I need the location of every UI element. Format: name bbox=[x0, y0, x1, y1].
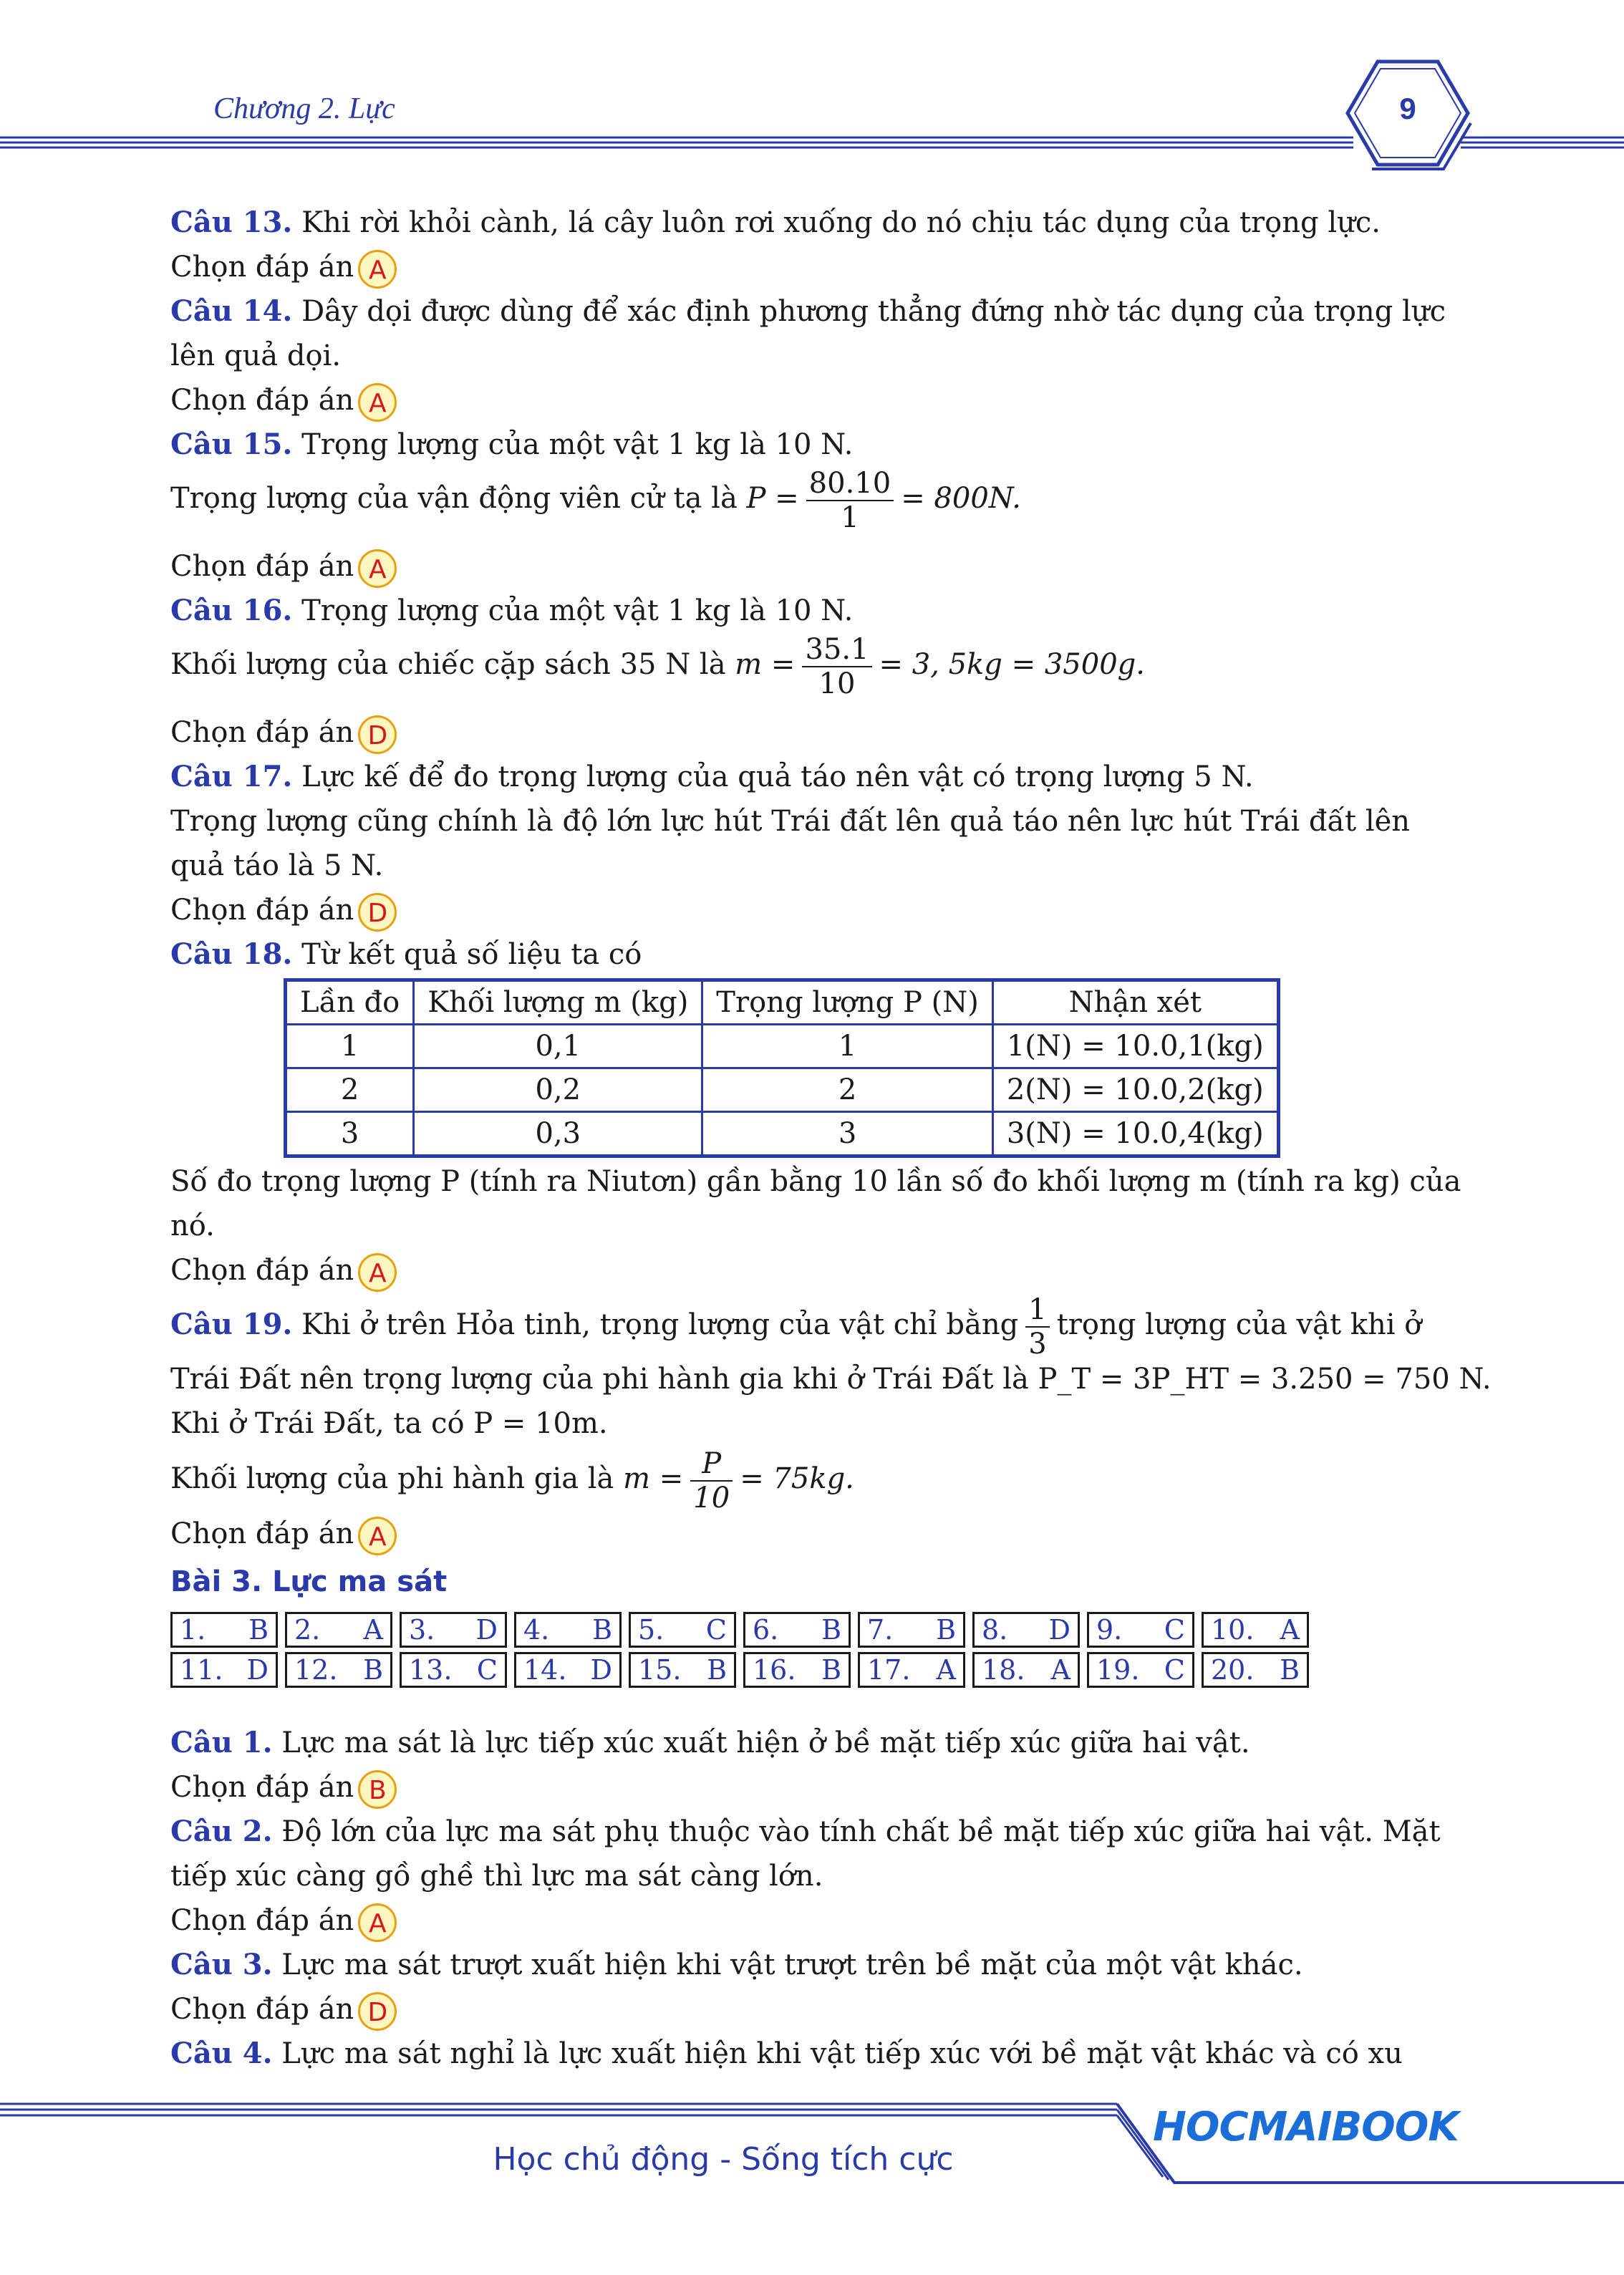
answer-line bbox=[170, 544, 1439, 589]
answer-key-number: 2. bbox=[294, 1614, 321, 1646]
table-cell: 0,2 bbox=[414, 1068, 702, 1112]
c2-line bbox=[170, 1810, 1439, 1854]
answer-key-cell bbox=[1087, 1612, 1194, 1648]
answer-circle: A bbox=[358, 549, 397, 588]
question-text-cont: Số đo trọng lượng P (tính ra Niutơn) gần bằng 10 lần số đo khối lượng m (tính ra kg) của bbox=[170, 1165, 1461, 1198]
question-text-cont: tiếp xúc càng gồ ghề thì lực ma sát càng lớn. bbox=[170, 1860, 823, 1893]
chapter-title: Chương 2. Lực bbox=[213, 92, 395, 125]
answer-key-letter: D bbox=[246, 1654, 269, 1686]
fraction-denominator: 3 bbox=[1028, 1328, 1047, 1361]
answer-key-letter: A bbox=[1280, 1614, 1300, 1646]
question-label: Câu 17. bbox=[170, 760, 293, 793]
table-cell: 1(N) = 10.0,1(kg) bbox=[992, 1025, 1278, 1068]
question-text: trọng lượng của vật khi ở bbox=[1056, 1308, 1422, 1341]
answer-line bbox=[170, 378, 1439, 422]
table-cell: 2(N) = 10.0,2(kg) bbox=[992, 1068, 1278, 1112]
answer-key-cell bbox=[972, 1612, 1080, 1648]
question-text-cont: lên quả dọi. bbox=[170, 339, 342, 372]
table-row bbox=[286, 1025, 1279, 1068]
answer-key-number: 8. bbox=[982, 1614, 1008, 1646]
fraction bbox=[806, 467, 894, 534]
answer-key-letter: D bbox=[590, 1654, 612, 1686]
answer-circle: D bbox=[358, 715, 397, 754]
choose-label: Chọn đáp án bbox=[170, 894, 354, 927]
table-cell: 3 bbox=[702, 1112, 993, 1156]
answer-key-number: 1. bbox=[180, 1614, 206, 1646]
question-label: Câu 15. bbox=[170, 428, 293, 461]
table-cell: 2 bbox=[286, 1068, 414, 1112]
answer-key-number: 10. bbox=[1211, 1614, 1255, 1646]
equation-rhs: = 800N. bbox=[901, 482, 1021, 515]
answer-key-number: 6. bbox=[753, 1614, 779, 1646]
answer-key-cell bbox=[972, 1652, 1080, 1688]
question-text: Trọng lượng của một vật 1 kg là 10 N. bbox=[301, 428, 854, 461]
question-text: Lực kế để đo trọng lượng của quả táo nên vật có trọng lượng 5 N. bbox=[301, 760, 1254, 793]
fraction-numerator: P bbox=[690, 1447, 733, 1482]
choose-label: Chọn đáp án bbox=[170, 1771, 354, 1804]
answer-line bbox=[170, 710, 1439, 755]
answer-key-table bbox=[163, 1608, 1316, 1692]
answer-key-number: 19. bbox=[1096, 1654, 1140, 1686]
fraction-numerator: 35.1 bbox=[802, 633, 871, 667]
answer-key-cell bbox=[285, 1612, 392, 1648]
answer-key-number: 14. bbox=[523, 1654, 567, 1686]
answer-line bbox=[170, 888, 1439, 932]
q15-line bbox=[170, 422, 1439, 467]
answer-key-letter: A bbox=[1050, 1654, 1070, 1686]
answer-key-cell bbox=[743, 1652, 851, 1688]
fraction-numerator: 80.10 bbox=[806, 467, 894, 501]
answer-key-cell bbox=[285, 1652, 392, 1688]
answer-key-letter: B bbox=[821, 1654, 841, 1686]
fraction bbox=[690, 1447, 733, 1515]
answer-circle: D bbox=[358, 1992, 397, 2031]
answer-key-letter: A bbox=[936, 1654, 956, 1686]
equation-rhs: = 75kg. bbox=[740, 1462, 854, 1495]
answer-key-letter: C bbox=[1164, 1614, 1185, 1646]
choose-label: Chọn đáp án bbox=[170, 251, 354, 284]
q13-line bbox=[170, 201, 1439, 245]
question-label: Câu 1. bbox=[170, 1726, 273, 1759]
answer-key-number: 20. bbox=[1211, 1654, 1255, 1686]
answer-line bbox=[170, 1512, 1439, 1556]
answer-line bbox=[170, 1248, 1439, 1293]
question-label: Câu 18. bbox=[170, 937, 293, 971]
brand-logo: HOCMAIBOOK bbox=[1153, 2104, 1459, 2150]
answer-key-row bbox=[170, 1612, 1309, 1648]
table-cell: 3(N) = 10.0,4(kg) bbox=[992, 1112, 1278, 1156]
choose-label: Chọn đáp án bbox=[170, 1517, 354, 1550]
answer-key-cell bbox=[858, 1652, 965, 1688]
question-label: Câu 19. bbox=[170, 1308, 293, 1341]
answer-key-number: 4. bbox=[523, 1614, 550, 1646]
answer-key-cell bbox=[400, 1652, 507, 1688]
answer-key-letter: D bbox=[1048, 1614, 1070, 1646]
answer-line bbox=[170, 245, 1439, 289]
measurement-table bbox=[284, 978, 1280, 1158]
answer-key-cell bbox=[170, 1612, 278, 1648]
page-number: 9 bbox=[1399, 92, 1416, 125]
answer-line bbox=[170, 1987, 1439, 2032]
section-heading: Bài 3. Lực ma sát bbox=[170, 1565, 448, 1598]
table-header-cell: Nhận xét bbox=[992, 980, 1278, 1025]
question-text-cont: Trái Đất nên trọng lượng của phi hành gia khi ở Trái Đất là P_T = 3P_HT = 3.250 = 750 N. bbox=[170, 1363, 1492, 1396]
answer-key-number: 5. bbox=[638, 1614, 664, 1646]
question-label: Câu 13. bbox=[170, 206, 293, 239]
equation-prefix: Khối lượng của chiếc cặp sách 35 N là bbox=[170, 648, 726, 681]
answer-key-number: 3. bbox=[409, 1614, 435, 1646]
answer-key-cell bbox=[400, 1612, 507, 1648]
choose-label: Chọn đáp án bbox=[170, 550, 354, 583]
footer-slogan: Học chủ động - Sống tích cực bbox=[493, 2141, 954, 2178]
answer-key-number: 7. bbox=[867, 1614, 894, 1646]
answer-key-letter: C bbox=[1164, 1654, 1185, 1686]
page-content bbox=[170, 201, 1492, 2076]
answer-key-cell bbox=[1202, 1652, 1309, 1688]
fraction-denominator: 10 bbox=[693, 1482, 730, 1515]
q16-line bbox=[170, 589, 1439, 633]
question-label: Câu 4. bbox=[170, 2037, 273, 2070]
question-text-cont: nó. bbox=[170, 1209, 215, 1242]
question-text: Khi ở trên Hỏa tinh, trọng lượng của vật chỉ bằng bbox=[301, 1308, 1019, 1341]
answer-key-cell bbox=[629, 1652, 736, 1688]
question-text: Khi rời khỏi cành, lá cây luôn rơi xuống do nó chịu tác dụng của trọng lực. bbox=[301, 206, 1381, 239]
answer-key-cell bbox=[514, 1652, 622, 1688]
answer-circle: D bbox=[358, 893, 397, 932]
q17-line bbox=[170, 755, 1439, 799]
table-cell: 0,3 bbox=[414, 1112, 702, 1156]
choose-label: Chọn đáp án bbox=[170, 716, 354, 749]
answer-key-letter: B bbox=[1280, 1654, 1300, 1686]
answer-key-number: 17. bbox=[867, 1654, 911, 1686]
equation-line bbox=[170, 1446, 1439, 1515]
answer-circle: A bbox=[358, 1517, 397, 1555]
choose-label: Chọn đáp án bbox=[170, 1904, 354, 1937]
answer-line bbox=[170, 1898, 1439, 1943]
q19-line bbox=[170, 1293, 1439, 1361]
question-label: Câu 2. bbox=[170, 1815, 273, 1848]
equation-lhs: m = bbox=[623, 1462, 684, 1495]
fraction-denominator: 10 bbox=[818, 667, 856, 700]
table-row bbox=[286, 1112, 1279, 1156]
answer-key-cell bbox=[1087, 1652, 1194, 1688]
answer-circle: A bbox=[358, 383, 397, 422]
answer-key-letter: C bbox=[476, 1654, 498, 1686]
answer-key-letter: B bbox=[592, 1614, 612, 1646]
answer-key-cell bbox=[858, 1612, 965, 1648]
question-label: Câu 14. bbox=[170, 294, 293, 328]
fraction-denominator: 1 bbox=[841, 501, 859, 534]
answer-key-number: 9. bbox=[1096, 1614, 1123, 1646]
answer-key-letter: B bbox=[363, 1654, 383, 1686]
answer-key-cell bbox=[1202, 1612, 1309, 1648]
choose-label: Chọn đáp án bbox=[170, 384, 354, 417]
question-text-cont: quả táo là 5 N. bbox=[170, 849, 384, 882]
question-text: Dây dọi được dùng để xác định phương thẳng đứng nhờ tác dụng của trọng lực bbox=[301, 295, 1446, 328]
answer-circle: A bbox=[358, 250, 397, 289]
answer-key-number: 11. bbox=[180, 1654, 223, 1686]
table-cell: 1 bbox=[286, 1025, 414, 1068]
fraction-numerator: 1 bbox=[1025, 1293, 1049, 1328]
question-text: Từ kết quả số liệu ta có bbox=[301, 938, 642, 971]
question-text-cont: Trọng lượng cũng chính là độ lớn lực hút Trái đất lên quả táo nên lực hút Trái đất lên bbox=[170, 805, 1411, 838]
table-cell: 2 bbox=[702, 1068, 993, 1112]
answer-key-number: 13. bbox=[409, 1654, 453, 1686]
question-text: Lực ma sát là lực tiếp xúc xuất hiện ở bề mặt tiếp xúc giữa hai vật. bbox=[281, 1726, 1250, 1759]
answer-key-cell bbox=[629, 1612, 736, 1648]
answer-key-letter: B bbox=[248, 1614, 269, 1646]
table-cell: 1 bbox=[702, 1025, 993, 1068]
answer-key-row bbox=[170, 1652, 1309, 1688]
answer-key-letter: D bbox=[475, 1614, 498, 1646]
answer-key-number: 15. bbox=[638, 1654, 682, 1686]
question-text: Lực ma sát nghỉ là lực xuất hiện khi vật tiếp xúc với bề mặt vật khác và có xu bbox=[281, 2037, 1403, 2070]
equation-line bbox=[170, 467, 1439, 544]
answer-key-number: 12. bbox=[294, 1654, 338, 1686]
fraction bbox=[802, 633, 871, 700]
question-text: Trọng lượng của một vật 1 kg là 10 N. bbox=[301, 594, 854, 627]
answer-circle: A bbox=[358, 1253, 397, 1292]
equation-lhs: m = bbox=[735, 648, 796, 681]
equation-prefix: Trọng lượng của vận động viên cử tạ là bbox=[170, 482, 738, 515]
question-text: Lực ma sát trượt xuất hiện khi vật trượt trên bề mặt của một vật khác. bbox=[281, 1948, 1303, 1981]
question-label: Câu 16. bbox=[170, 594, 293, 627]
choose-label: Chọn đáp án bbox=[170, 1993, 354, 2026]
answer-key-letter: B bbox=[821, 1614, 841, 1646]
answer-line bbox=[170, 1765, 1439, 1810]
c4-line bbox=[170, 2032, 1439, 2076]
answer-key-letter: B bbox=[707, 1654, 727, 1686]
equation-lhs: P = bbox=[746, 482, 799, 515]
equation-rhs: = 3, 5kg = 3500g. bbox=[879, 648, 1145, 681]
answer-key-cell bbox=[170, 1652, 278, 1688]
table-header-cell: Khối lượng m (kg) bbox=[414, 980, 702, 1025]
question-text: Độ lớn của lực ma sát phụ thuộc vào tính chất bề mặt tiếp xúc giữa hai vật. Mặt bbox=[281, 1815, 1441, 1848]
fraction bbox=[1025, 1293, 1049, 1361]
table-cell: 3 bbox=[286, 1112, 414, 1156]
table-row bbox=[286, 1068, 1279, 1112]
answer-key-cell bbox=[514, 1612, 622, 1648]
answer-key-letter: B bbox=[936, 1614, 956, 1646]
question-label: Câu 3. bbox=[170, 1948, 273, 1981]
question-text-cont: Khi ở Trái Đất, ta có P = 10m. bbox=[170, 1407, 608, 1440]
equation-line bbox=[170, 633, 1439, 710]
answer-key-number: 16. bbox=[753, 1654, 796, 1686]
table-cell: 0,1 bbox=[414, 1025, 702, 1068]
c3-line bbox=[170, 1943, 1439, 1987]
table-header-cell: Lần đo bbox=[286, 980, 414, 1025]
table-header-row bbox=[286, 980, 1279, 1025]
answer-key-number: 18. bbox=[982, 1654, 1025, 1686]
c1-line bbox=[170, 1721, 1439, 1765]
equation-prefix: Khối lượng của phi hành gia là bbox=[170, 1462, 614, 1495]
choose-label: Chọn đáp án bbox=[170, 1254, 354, 1287]
table-header-cell: Trọng lượng P (N) bbox=[702, 980, 993, 1025]
spacer bbox=[170, 1692, 1439, 1721]
answer-key-letter: A bbox=[363, 1614, 383, 1646]
q18-line bbox=[170, 932, 1439, 977]
q14-line bbox=[170, 289, 1446, 334]
answer-circle: B bbox=[358, 1770, 397, 1809]
answer-key-cell bbox=[743, 1612, 851, 1648]
answer-circle: A bbox=[358, 1903, 397, 1942]
answer-key-letter: C bbox=[705, 1614, 727, 1646]
